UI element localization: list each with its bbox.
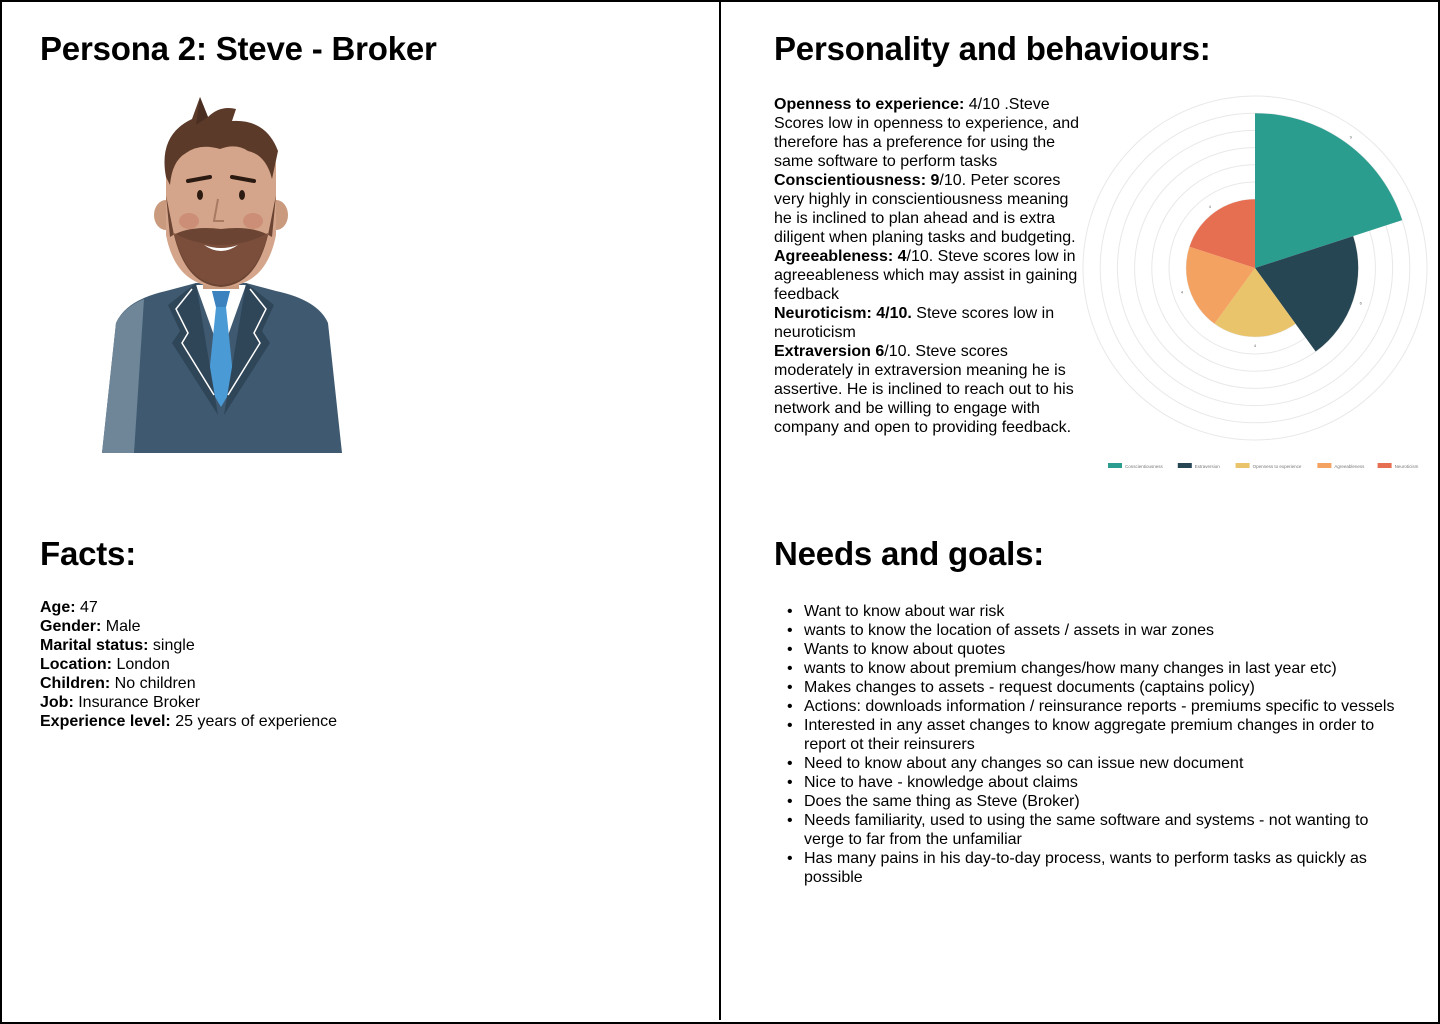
fact-job: Job: Insurance Broker [40,694,201,711]
column-divider [719,0,721,1020]
needs-list-item: • wants to know about premium changes/how many changes in last year etc) [804,659,1404,678]
chart-legend-swatch [1178,463,1192,468]
persona-avatar-illustration [96,95,346,455]
fact-marital-status: Marital status: single [40,637,195,654]
chart-legend-item [1178,463,1221,469]
fact-age: Age: 47 [40,599,98,616]
needs-list-item: • Need to know about any changes so can issue new document [804,754,1404,773]
trait-neuroticism: Neuroticism: 4/10. Steve scores low in neuroticism [774,305,1055,341]
trait-agreeableness: Agreeableness: 4/10. Steve scores low in agreeableness which may assist in gaining feedback [774,248,1078,303]
chart-legend-label: Agreeableness [1334,464,1365,469]
needs-list-item: • Interested in any asset changes to know aggregate premium changes in order to report ot their reinsurers [804,716,1404,754]
needs-list-item: • Want to know about war risk [804,602,1404,621]
trait-openness: Openness to experience: 4/10 .Steve Scores low in openness to experience, and therefore has a preference for using the same software to perform tasks [774,96,1080,170]
chart-value-label: 4 [1208,203,1211,209]
chart-legend-label: Extraversion [1194,464,1220,469]
chart-legend [1108,463,1419,469]
personality-traits [774,95,1084,437]
chart-value-label: 9 [1349,134,1352,140]
chart-legend-swatch [1378,463,1392,468]
chart-legend-label: Conscientiousness [1125,464,1163,469]
facts-list [40,598,680,731]
personality-title: Personality and behaviours: [774,30,1211,67]
chart-legend-item [1378,463,1419,469]
fact-gender: Gender: Male [40,618,141,635]
fact-children: Children: No children [40,675,196,692]
needs-list-item: • wants to know the location of assets / assets in war zones [804,621,1404,640]
needs-title: Needs and goals: [774,535,1045,572]
needs-list-item: • Has many pains in his day-to-day process, wants to perform tasks as quickly as possible [804,849,1404,887]
needs-list [804,602,1404,887]
needs-list-item: • Makes changes to assets - request documents (captains policy) [804,678,1404,697]
needs-list-item: • Actions: downloads information / reinsurance reports - premiums specific to vessels [804,697,1404,716]
facts-title: Facts: [40,535,136,572]
chart-legend-item [1317,463,1365,469]
needs-list-item: • Needs familiarity, used to using the same software and systems - not wanting to verge to far from the unfamiliar [804,811,1404,849]
persona-title: Persona 2: Steve - Broker [40,30,437,67]
fact-location: Location: London [40,656,170,673]
chart-value-label: 6 [1359,300,1362,306]
needs-list-item: • Wants to know about quotes [804,640,1404,659]
chart-legend-swatch [1317,463,1331,468]
needs-list-item: • Does the same thing as Steve (Broker) [804,792,1404,811]
chart-legend-swatch [1236,463,1250,468]
needs-list-item: • Nice to have - knowledge about claims [804,773,1404,792]
chart-legend-label: Neuroticism [1394,464,1419,469]
chart-legend-item [1236,463,1302,469]
trait-conscientiousness: Conscientiousness: 9/10. Peter scores very highly in conscientiousness meaning he is inclined to plan ahead and is extra diligent when planing tasks and budgeting. [774,172,1076,246]
chart-legend-item [1108,463,1164,469]
fact-experience-level: Experience level: 25 years of experience [40,713,338,730]
chart-value-label: 4 [1253,342,1257,348]
personality-polar-chart [1080,90,1430,480]
chart-value-label: 4 [1180,289,1184,295]
chart-legend-label: Openness to experience [1252,464,1302,469]
chart-legend-swatch [1108,463,1122,468]
trait-extraversion: Extraversion 6/10. Steve scores moderately in extraversion meaning he is assertive. He is inclined to reach out to his network and be willing to engage with company and open to providing feedback. [774,343,1074,436]
